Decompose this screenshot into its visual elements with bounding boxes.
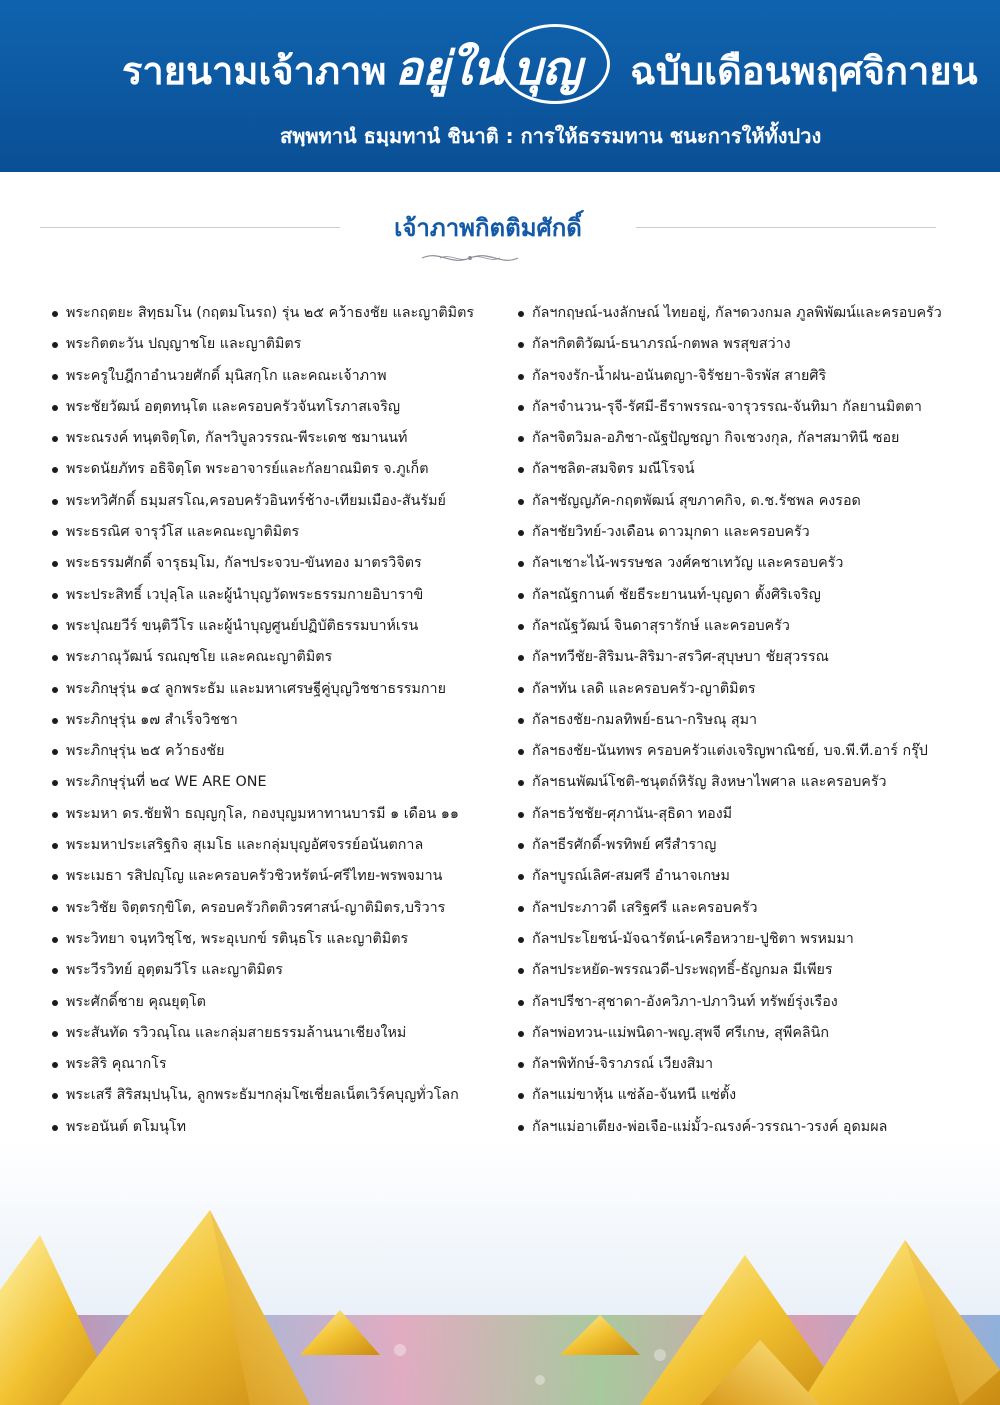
right-sponsor-item [518, 423, 968, 454]
right-sponsor-item [518, 767, 968, 798]
left-sponsor-item [52, 955, 512, 986]
left-sponsor-item [52, 1112, 512, 1143]
sponsor-name: กัลฯทัน เลดิ และครอบครัว-ญาติมิตร [532, 680, 756, 697]
sponsor-name: พระภิกษุรุ่น ๑๔ ลูกพระธัม และมหาเศรษฐีคู่บุญวิชชาธรรมกาย [66, 680, 446, 697]
left-sponsor-item [52, 924, 512, 955]
sponsor-name: กัลฯธีรศักดิ์-พรทิพย์ ศรีสำราญ [532, 837, 717, 854]
bullet-icon [518, 718, 524, 724]
sponsor-name: กัลฯธวัชชัย-ศุภานัน-สุธิดา ทองมี [532, 805, 733, 822]
left-sponsor-item [52, 548, 512, 579]
left-sponsor-item [52, 861, 512, 892]
bullet-icon [518, 499, 524, 505]
bullet-icon [518, 1125, 524, 1131]
right-sponsor-item [518, 454, 968, 485]
logo-text-right: บุญ [513, 41, 582, 95]
left-sponsor-item [52, 486, 512, 517]
bullet-icon [518, 561, 524, 567]
sponsor-name: กัลฯประภาวดี เสริฐศรี และครอบครัว [532, 899, 758, 916]
sponsor-name: พระกิตตะวัน ปญฺญาชโย และญาติมิตร [66, 336, 302, 353]
right-sponsor-item [518, 392, 968, 423]
logo-text-left: อยู่ใน [395, 41, 504, 95]
sponsor-name: พระภิกษุรุ่น ๒๕ คว้าธงชัย [66, 743, 225, 760]
right-sponsor-item [518, 1018, 968, 1049]
header-banner [0, 0, 1000, 172]
bullet-icon [52, 405, 58, 411]
bullet-icon [52, 906, 58, 912]
bullet-icon [52, 593, 58, 599]
flourish-ornament-icon [420, 248, 520, 268]
left-sponsor-item [52, 705, 512, 736]
right-sponsor-item [518, 642, 968, 673]
left-sponsor-item [52, 642, 512, 673]
bullet-icon [52, 718, 58, 724]
right-sponsor-item [518, 830, 968, 861]
left-sponsor-item [52, 1049, 512, 1080]
bullet-icon [518, 874, 524, 880]
left-sponsor-item [52, 830, 512, 861]
left-sponsor-item [52, 361, 512, 392]
right-sponsor-item [518, 861, 968, 892]
bullet-icon [52, 843, 58, 849]
sponsor-name: พระเสรี สิริสมฺปนฺโน, ลูกพระธัมฯกลุ่มโซเชี่ยลเน็ตเวิร์คบุญทั่วโลก [66, 1087, 459, 1104]
bullet-icon [52, 374, 58, 380]
left-sponsor-item [52, 580, 512, 611]
bullet-icon [518, 1031, 524, 1037]
bullet-icon [518, 937, 524, 943]
sponsor-name: กัลฯณัฐกานต์ ชัยธีระยานนท์-บุญดา ตั้งศิริเจริญ [532, 586, 821, 603]
sponsor-name: กัลฯชลิต-สมจิตร มณีโรจน์ [532, 461, 695, 478]
right-sponsor-item [518, 548, 968, 579]
left-sponsor-item [52, 987, 512, 1018]
bullet-icon [518, 687, 524, 693]
bullet-icon [52, 655, 58, 661]
divider-left [40, 227, 340, 228]
sponsor-name: กัลฯชัยวิทย์-วงเดือน ดาวมุกดา และครอบครัว [532, 524, 810, 541]
right-sponsor-item [518, 1112, 968, 1143]
bullet-icon [518, 311, 524, 317]
header-title-row [0, 32, 1000, 102]
bullet-icon [518, 593, 524, 599]
sponsor-name: พระอนันต์ ตโมนุโท [66, 1118, 187, 1135]
sponsor-name: พระปุณยวีร์ ขนฺติวีโร และผู้นำบุญศูนย์ปฏิบัติธรรมบาห์เรน [66, 617, 419, 634]
left-sponsor-item [52, 298, 512, 329]
section-heading [40, 200, 960, 270]
left-sponsor-item [52, 1018, 512, 1049]
sponsor-name: พระศักดิ์ชาย คุณยุตฺโต [66, 993, 206, 1010]
right-sponsor-item [518, 329, 968, 360]
sponsor-name: กัลฯชัญญภัค-กฤตพัฒน์ สุขภาคกิจ, ด.ช.รัชพล คงรอด [532, 492, 861, 509]
sponsor-name: กัลฯจงรัก-น้ำฝน-อนันตญา-จิรัชยา-จิรพัส สายศิริ [532, 367, 827, 384]
sponsor-name: กัลฯพิทักษ์-จิราภรณ์ เวียงสิมา [532, 1056, 713, 1073]
left-sponsor-item [52, 1080, 512, 1111]
sponsor-name: กัลฯบูรณ์เลิศ-สมศรี อำนาจเกษม [532, 868, 730, 885]
bullet-icon [52, 1125, 58, 1131]
right-sponsor-item [518, 674, 968, 705]
sponsor-name: พระเมธา รสิปญฺโญ และครอบครัวชิวหรัตน์-ศรีไทย-พรพจมาน [66, 868, 443, 885]
sponsor-name: พระดนัยภัทร อธิจิตฺโต พระอาจารย์และกัลยาณมิตร จ.ภูเก็ต [66, 461, 429, 478]
right-sponsor-item [518, 924, 968, 955]
left-sponsor-item [52, 454, 512, 485]
bullet-icon [52, 749, 58, 755]
sponsor-name: กัลฯธนพัฒน์โชติ-ชนุตถ์หิรัญ สิงหษาไพศาล และครอบครัว [532, 774, 887, 791]
bullet-icon [52, 1093, 58, 1099]
bullet-icon [52, 530, 58, 536]
bullet-icon [518, 467, 524, 473]
sponsor-name: พระภิกษุรุ่น ๑๗ สำเร็จวิชชา [66, 711, 238, 728]
bullet-icon [518, 405, 524, 411]
sponsor-name: กัลฯปรีชา-สุชาดา-อังควิภา-ปภาวินท์ ทรัพย์รุ่งเรือง [532, 993, 838, 1010]
left-sponsor-item [52, 611, 512, 642]
bullet-icon [52, 780, 58, 786]
sponsor-name: พระครูใบฎีกาอำนวยศักดิ์ มุนิสกฺโก และคณะเจ้าภาพ [66, 367, 387, 384]
sponsor-name: กัลฯเชาะไน้-พรรษชล วงศ์คชาเทวัญ และครอบครัว [532, 555, 844, 572]
title-right: ฉบับเดือนพฤศจิกายน [630, 49, 978, 93]
divider-right [636, 227, 936, 228]
sponsor-name: พระกฤตยะ สิทฺธมโน (กฤตมโนรถ) รุ่น ๒๕ คว้าธงชัย และญาติมิตร [66, 305, 475, 321]
bullet-icon [52, 812, 58, 818]
right-sponsor-item [518, 799, 968, 830]
sponsor-name: กัลฯประหยัด-พรรณวดี-ประพฤทธิ์-ธัญกมล มีเพียร [532, 962, 833, 979]
right-sponsor-item [518, 611, 968, 642]
sponsor-name: พระณรงค์ ทนฺตจิตฺโต, กัลฯวิบูลวรรณ-พีระเดช ชมานนท์ [66, 430, 408, 447]
left-column [52, 298, 512, 1143]
bullet-icon [52, 467, 58, 473]
right-sponsor-item [518, 1080, 968, 1111]
bullet-icon [52, 561, 58, 567]
left-sponsor-item [52, 674, 512, 705]
bullet-icon [518, 374, 524, 380]
title-left: รายนามเจ้าภาพ [122, 49, 387, 93]
bullet-icon [518, 812, 524, 818]
bullet-icon [518, 342, 524, 348]
right-sponsor-list [518, 298, 968, 1143]
right-sponsor-item [518, 893, 968, 924]
bullet-icon [52, 1000, 58, 1006]
right-sponsor-item [518, 298, 968, 329]
bullet-icon [518, 906, 524, 912]
right-sponsor-item [518, 705, 968, 736]
right-column [518, 298, 968, 1143]
right-sponsor-item [518, 486, 968, 517]
bullet-icon [52, 1062, 58, 1068]
bullet-icon [518, 1000, 524, 1006]
bullet-icon [52, 624, 58, 630]
sponsor-name: พระภาณุวัฒน์ รณญฺชโย และคณะญาติมิตร [66, 649, 333, 666]
bullet-icon [518, 655, 524, 661]
right-sponsor-item [518, 736, 968, 767]
left-sponsor-item [52, 767, 512, 798]
sponsor-name: กัลฯแม่อาเตียง-พ่อเจือ-แม่มั้ว-ณรงค์-วรรณา-วรงค์ อุดมผล [532, 1118, 888, 1135]
sponsor-name: พระวีรวิทย์ อุตฺตมวีโร และญาติมิตร [66, 962, 283, 979]
left-sponsor-item [52, 799, 512, 830]
sponsor-name: กัลฯธงชัย-นันทพร ครอบครัวแต่งเจริญพาณิชย์, บจ.พี.ที.อาร์ กรุ๊ป [532, 743, 928, 760]
sponsor-name: พระประสิทธิ์ เวปุลฺโล และผู้นำบุญวัดพระธรรมกายอิบาราขิ [66, 586, 424, 603]
bullet-icon [52, 1031, 58, 1037]
bullet-icon [518, 624, 524, 630]
sponsor-name: กัลฯแม่ขาหุ้น แซ่ล้อ-จันทนี แซ่ตั้ง [532, 1087, 737, 1104]
sponsor-name: พระสิริ คุณากโร [66, 1056, 167, 1073]
sponsor-name: พระธรรมศักดิ์ จารุธมฺโม, กัลฯประจวบ-ขันทอง มาตรวิจิตร [66, 555, 422, 572]
bullet-icon [52, 311, 58, 317]
bullet-icon [52, 342, 58, 348]
bullet-icon [518, 1093, 524, 1099]
sponsor-name: พระสันทัด รวิวณฺโณ และกลุ่มสายธรรมล้านนาเชียงใหม่ [66, 1024, 407, 1041]
sponsor-name: กัลฯธงชัย-กมลทิพย์-ธนา-กริษณุ สุมา [532, 711, 758, 728]
sponsor-name: พระภิกษุรุ่นที่ ๒๔ WE ARE ONE [66, 774, 267, 791]
right-sponsor-item [518, 580, 968, 611]
sponsor-name: พระมหาประเสริฐกิจ สุเมโธ และกลุ่มบุญอัศจรรย์อนันตกาล [66, 837, 424, 854]
sponsor-name: กัลฯประโยชน์-มัจฉารัตน์-เครือหวาย-ปูชิตา พรหมมา [532, 930, 854, 947]
sponsor-name: กัลฯพ่อทวน-แม่พนิดา-พญ.สุพจี ศรีเกษ, สุพีคลินิก [532, 1024, 830, 1041]
sponsor-name: กัลฯจิตวิมล-อภิชา-ณัฐปัญชญา กิจเชวงกุล, กัลฯสมาทินี ซอย [532, 430, 900, 447]
right-sponsor-item [518, 361, 968, 392]
left-sponsor-item [52, 736, 512, 767]
header-subtitle: สพฺพทานํ ธมฺมทานํ ชินาติ : การให้ธรรมทาน ชนะการให้ทั้งปวง [280, 124, 822, 148]
bullet-icon [52, 874, 58, 880]
section-title: เจ้าภาพกิตติมศักดิ์ [394, 214, 582, 242]
left-sponsor-list [52, 298, 512, 1143]
bullet-icon [518, 968, 524, 974]
bullet-icon [518, 749, 524, 755]
golden-pagoda-artwork [0, 1140, 1000, 1405]
bullet-icon [518, 780, 524, 786]
left-sponsor-item [52, 423, 512, 454]
left-sponsor-item [52, 392, 512, 423]
sponsor-name: พระทวิศักดิ์ ธมฺมสรโณ,ครอบครัวอินทร์ช้าง-เทียมเมือง-สันรัมย์ [66, 492, 446, 509]
bullet-icon [518, 843, 524, 849]
bullet-icon [518, 1062, 524, 1068]
right-sponsor-item [518, 517, 968, 548]
left-sponsor-item [52, 893, 512, 924]
left-sponsor-item [52, 329, 512, 360]
bullet-icon [52, 436, 58, 442]
bullet-icon [52, 968, 58, 974]
sponsor-name: กัลฯกฤษณ์-นงลักษณ์ ไทยอยู่, กัลฯดวงกมล ภูลพิพัฒน์และครอบครัว [532, 305, 942, 321]
sponsor-name: พระมหา ดร.ชัยฟ้า ธญฺญกุโล, กองบุญมหาทานบารมี ๑ เดือน ๑๑ [66, 805, 459, 822]
bullet-icon [52, 687, 58, 693]
right-sponsor-item [518, 955, 968, 986]
sponsor-name: กัลฯจำนวน-รุจี-รัศมี-ธีราพรรณ-จารุวรรณ-จันทิมา กัลยานมิตตา [532, 398, 922, 415]
bullet-icon [52, 499, 58, 505]
right-sponsor-item [518, 987, 968, 1018]
sponsor-name: พระธรณิศ จารุวํโส และคณะญาติมิตร [66, 524, 300, 541]
sponsor-name: กัลฯณัฐวัฒน์ จินดาสุรารักษ์ และครอบครัว [532, 617, 790, 634]
sponsor-name: กัลฯกิตติวัฒน์-ธนาภรณ์-กตพล พรสุขสว่าง [532, 336, 791, 353]
magazine-logo [385, 24, 625, 108]
bullet-icon [518, 530, 524, 536]
sponsor-name: กัลฯทวีชัย-สิริมน-สิริมา-สรวิศ-สุบุษบา ชัยสุวรรณ [532, 649, 829, 666]
sponsor-name: พระวิชัย จิตฺตรกฺขิโต, ครอบครัวกิตติวรศาสน์-ญาติมิตร,บริวาร [66, 899, 446, 916]
right-sponsor-item [518, 1049, 968, 1080]
sponsor-name: พระชัยวัฒน์ อตฺตทนฺโต และครอบครัวจันทโรภาสเจริญ [66, 398, 401, 415]
bullet-icon [518, 436, 524, 442]
bullet-icon [52, 937, 58, 943]
left-sponsor-item [52, 517, 512, 548]
sponsor-name: พระวิทยา จนฺทวิชฺโช, พระอุเบกข์ รตินฺธโร และญาติมิตร [66, 930, 409, 947]
